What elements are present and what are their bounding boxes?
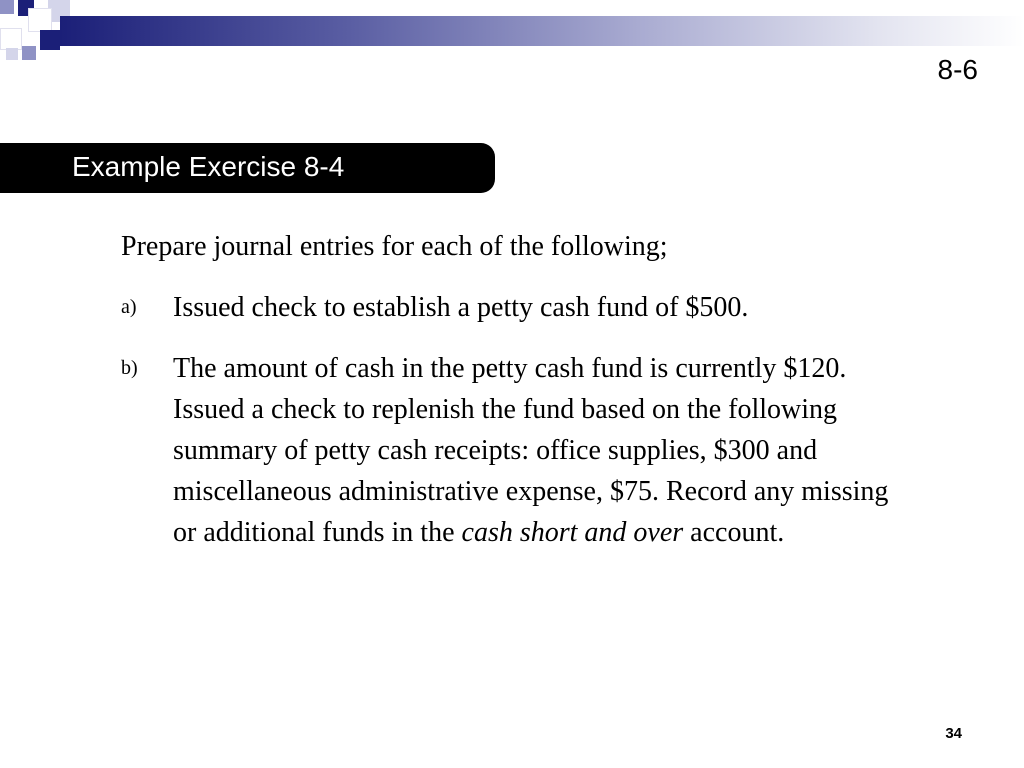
chapter-number: 8-6 (937, 54, 978, 85)
header-gradient-bar (60, 16, 1024, 46)
slide-body (121, 226, 911, 573)
intro-text: Prepare journal entries for each of the following; (121, 231, 668, 262)
page-number: 34 (945, 725, 962, 742)
list-item-label: b) (121, 357, 138, 379)
deco-square (0, 0, 14, 14)
deco-square (28, 8, 52, 32)
list-item-text-part: account. (683, 517, 785, 548)
account-name-italic: cash short and over (461, 517, 684, 548)
deco-square (6, 48, 18, 60)
list-item-text: Issued check to establish a petty cash fund of $500. (173, 292, 749, 323)
list-item-text-part: The amount of cash in the petty cash fund is currently $120. Issued a check to replenish the fund based on the following summary of petty cash receipts: office supplies, $300 and miscellaneous administrative expense, $75. Record any missing or additional funds in the (173, 353, 889, 548)
list-item (121, 348, 911, 553)
slide-title: Example Exercise 8-4 (72, 151, 345, 182)
deco-square (22, 46, 36, 60)
list-item-label: a) (121, 296, 137, 318)
title-banner (0, 143, 495, 193)
list-item (121, 287, 911, 328)
list-item-text (173, 348, 911, 553)
deco-square (40, 30, 60, 50)
deco-square (0, 28, 22, 50)
